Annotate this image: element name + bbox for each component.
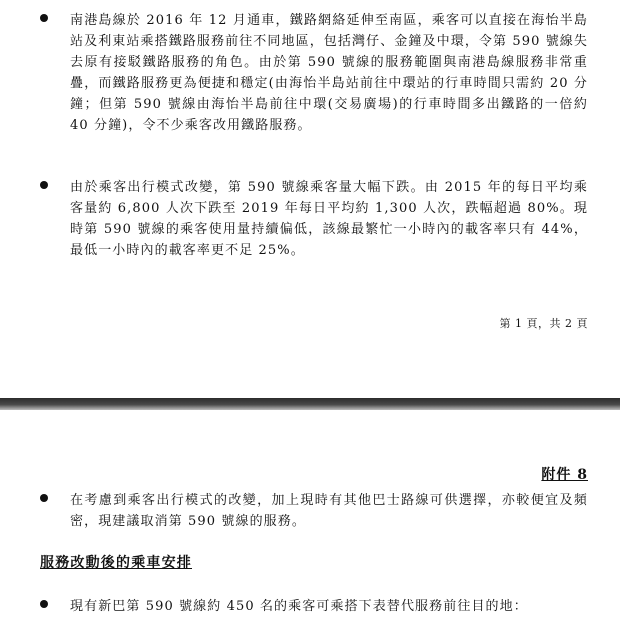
page-number: 第 1 頁，共 2 頁: [499, 317, 588, 330]
bullet-icon: [40, 14, 48, 22]
bullet-item-proposal: [40, 490, 588, 532]
paragraph: 南港島線於 2016 年 12 月通車，鐵路網絡延伸至南區，乘客可以直接在海怡半島站及利東站乘搭鐵路服務前往不同地區，包括灣仔、金鐘及中環，令第 590 號線失去原有接駁鐵路服務的角色。由於第 590 號線的服務範圍與南港島線服務非常重疊，而鐵路服務更為便捷和穩定(由海怡半島站前往中環站的行車時間只需約 20 分鐘；但第 590 號線由海怡半島前往中環(交易廣場)的行車時間多出鐵路的一倍約 40 分鐘)，令不少乘客改用鐵路服務。: [70, 13, 588, 133]
bullet-icon: [40, 494, 48, 502]
bullet-item-south-island-line: [40, 10, 588, 136]
document-page-2: [0, 410, 620, 626]
bullet-icon: [40, 181, 48, 189]
bullet-icon: [40, 600, 48, 608]
paragraph: 在考慮到乘客出行模式的改變，加上現時有其他巴士路線可供選擇，亦較便宜及頻密，現建議取消第 590 號線的服務。: [70, 493, 588, 529]
annex-label: 附件 8: [541, 467, 588, 483]
paragraph: 由於乘客出行模式改變，第 590 號線乘客量大幅下跌。由 2015 年的每日平均乘客量約 6,800 人次下跌至 2019 年每日平均約 1,300 人次，跌幅超過 80%。現時第 590 號線的乘客使用量持續偏低，該線最繁忙一小時內的載客率只有 44%，最低一小時內的載客率更不足 25%。: [70, 180, 588, 258]
bullet-item-patronage-decline: [40, 177, 588, 261]
paragraph: 現有新巴第 590 號線約 450 名的乘客可乘搭下表替代服務前往目的地：: [70, 599, 528, 614]
section-heading: 服務改動後的乘車安排: [40, 555, 192, 571]
page-divider: [0, 398, 620, 410]
bullet-item-alternative-services: [40, 596, 588, 617]
